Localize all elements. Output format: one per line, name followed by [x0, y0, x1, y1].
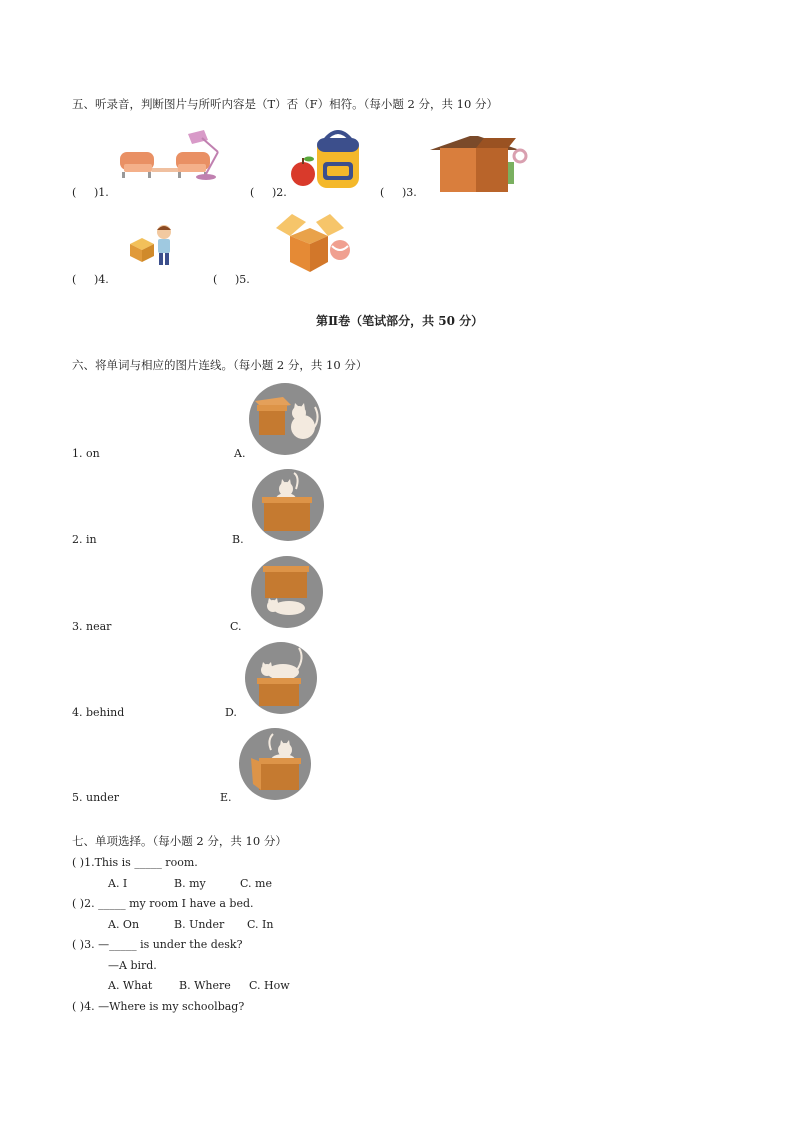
section5-item5-prefix: ( [213, 273, 218, 286]
section6-letter-e: E. [220, 791, 232, 804]
question3-option-a: A. What [108, 979, 153, 992]
question3-option-b: B. Where [179, 979, 231, 992]
section5-item1-number: )1. [94, 186, 109, 199]
sofa-lamp-icon [118, 130, 224, 182]
section5-item4-prefix: ( [72, 273, 77, 286]
question2-option-b: B. Under [174, 918, 225, 931]
section5-item3-number: )3. [402, 186, 417, 199]
question3-option-c: C. How [249, 979, 290, 992]
question2-option-c: C. In [247, 918, 274, 931]
section6-letter-b: B. [232, 533, 244, 546]
question1-option-b: B. my [174, 877, 206, 890]
question2-option-a: A. On [108, 918, 140, 931]
section6-letter-c: C. [230, 620, 242, 633]
section6-word-1: 1. on [72, 447, 100, 460]
cat-under-box-image [251, 556, 323, 628]
question1-option-a: A. I [108, 877, 128, 890]
section6-title: 六、将单词与相应的图片连线。（每小题 2 分，共 10 分） [72, 358, 368, 372]
question4-stem: ( )4. —Where is my schoolbag? [72, 1000, 245, 1013]
question2-stem: ( )2. _____ my room I have a bed. [72, 897, 254, 910]
section5-item5-number: )5. [235, 273, 250, 286]
section6-letter-a: A. [234, 447, 246, 460]
question1-option-c: C. me [240, 877, 272, 890]
cat-behind-box-image [239, 728, 311, 800]
apple-schoolbag-icon [289, 128, 363, 190]
section6-word-2: 2. in [72, 533, 97, 546]
section7-title: 七、单项选择。（每小题 2 分，共 10 分） [72, 834, 287, 848]
boy-with-box-icon [128, 222, 178, 268]
question1-stem: ( )1.This is _____ room. [72, 856, 198, 869]
question3-stem: ( )3. —_____ is under the desk? [72, 938, 243, 951]
section5-item3-prefix: ( [380, 186, 385, 199]
section6-word-4: 4. behind [72, 706, 125, 719]
cat-near-box-image [249, 383, 321, 455]
section5-item2-prefix: ( [250, 186, 255, 199]
section5-item2-number: )2. [272, 186, 287, 199]
question3-answer: —A bird. [108, 959, 157, 972]
part2-title: 第Ⅱ卷（笔试部分，共 50 分） [316, 314, 484, 328]
open-box-icon [430, 132, 532, 194]
cat-on-box-image [245, 642, 317, 714]
section5-title: 五、听录音，判断图片与所听内容是（T）否（F）相符。（每小题 2 分，共 10 分） [72, 97, 498, 111]
section5-item1-prefix: ( [72, 186, 77, 199]
section6-word-5: 5. under [72, 791, 119, 804]
section6-word-3: 3. near [72, 620, 112, 633]
cat-in-box-image [252, 469, 324, 541]
box-and-ball-icon [272, 210, 354, 274]
section6-letter-d: D. [225, 706, 237, 719]
section5-item4-number: )4. [94, 273, 109, 286]
